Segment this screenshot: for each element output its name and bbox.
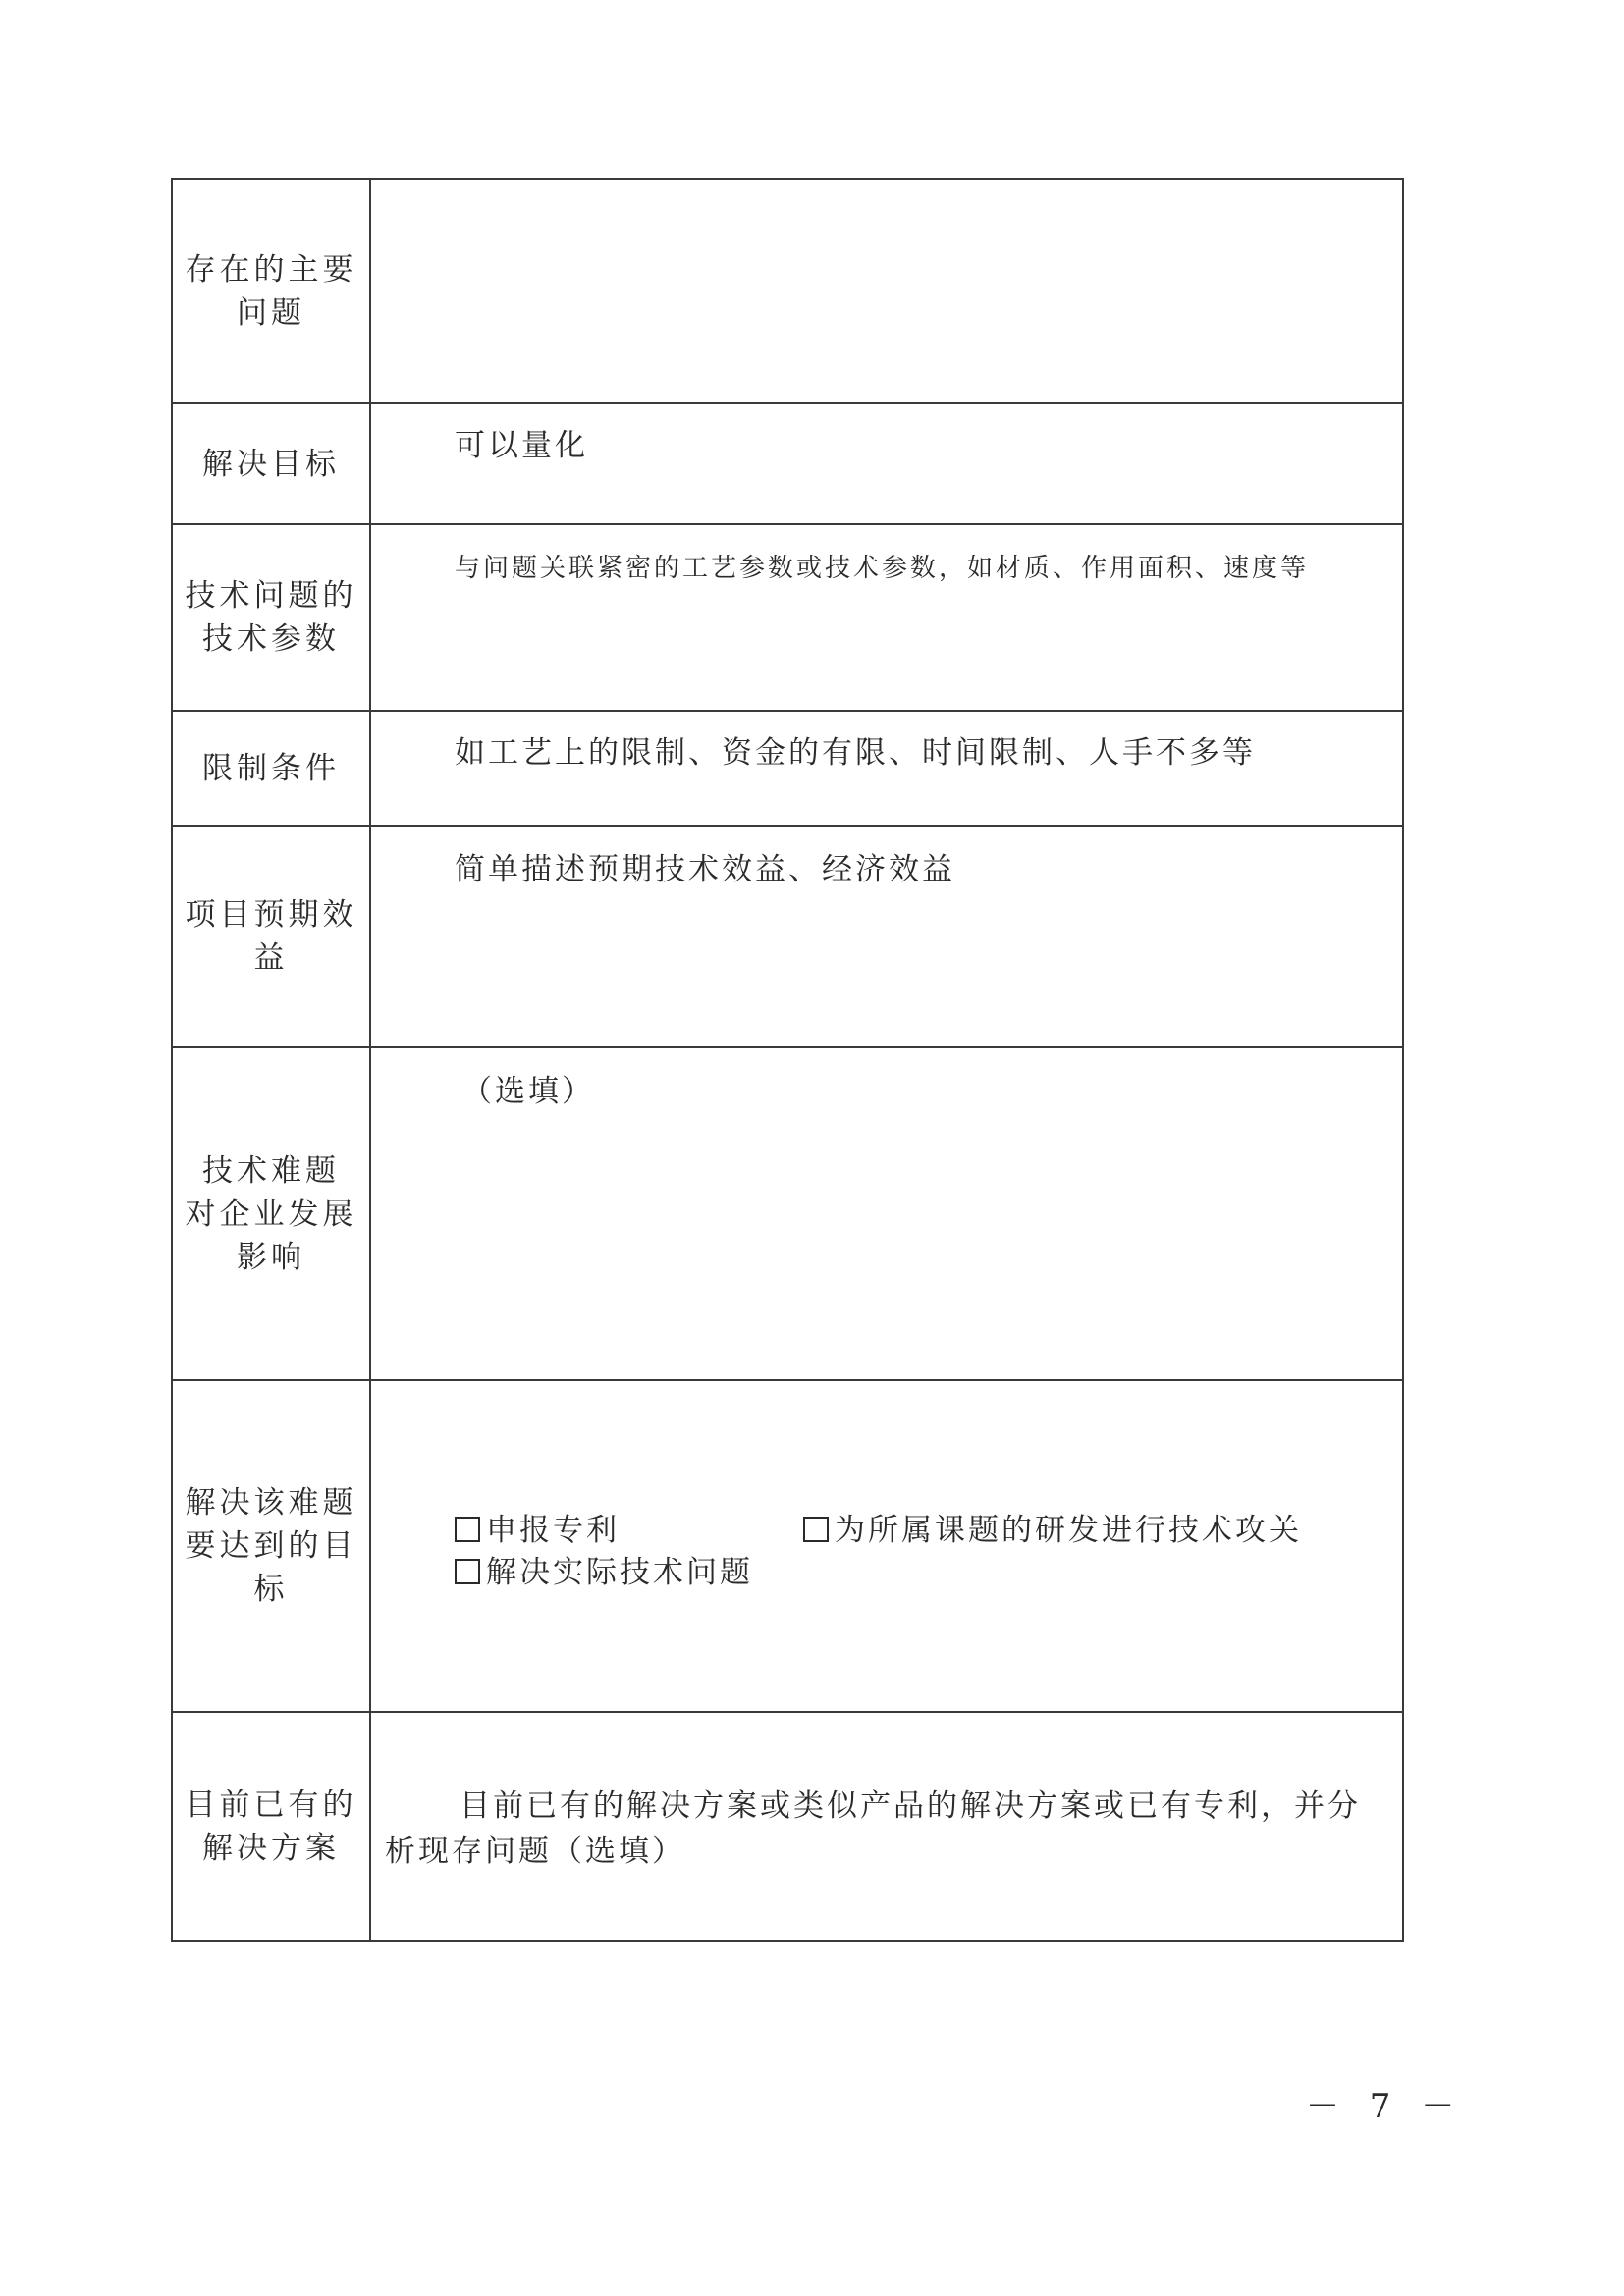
existing-solutions-field[interactable]: [370, 1712, 1403, 1941]
checkbox-icon: [455, 1517, 480, 1542]
table-row: [172, 826, 1403, 1047]
checkbox-label: 为所属课题的研发进行技术攻关: [835, 1513, 1302, 1548]
constraints-field[interactable]: [370, 711, 1403, 826]
impact-hint: （选填）: [461, 1074, 595, 1109]
application-form-table: [171, 178, 1404, 1942]
checkbox-icon: [803, 1517, 829, 1542]
tech-params-hint: 与问题关联紧密的工艺参数或技术参数，如材质、作用面积、速度等: [455, 554, 1310, 583]
table-row: [172, 1380, 1403, 1712]
table-row: [172, 1712, 1403, 1941]
expected-benefit-hint: 简单描述预期技术效益、经济效益: [455, 852, 955, 887]
existing-solutions-hint: 目前已有的解决方案或类似产品的解决方案或已有专利，并分析现存问题（选填）: [385, 1789, 1361, 1869]
table-row: [172, 403, 1403, 524]
table-row: [172, 1047, 1403, 1380]
target-options: [370, 1380, 1403, 1712]
goal-field[interactable]: [370, 403, 1403, 524]
goal-hint: 可以量化: [455, 428, 588, 463]
row-label-constraints: 限制条件: [172, 711, 370, 826]
row-label-goal: 解决目标: [172, 403, 370, 524]
checkbox-patent[interactable]: [455, 1509, 620, 1552]
checkbox-research[interactable]: [803, 1509, 1302, 1552]
row-label-tech-params: 技术问题的 技术参数: [172, 524, 370, 711]
checkbox-label: 申报专利: [486, 1513, 620, 1548]
main-problem-field[interactable]: [370, 179, 1403, 403]
checkbox-label: 解决实际技术问题: [486, 1555, 753, 1590]
constraints-hint: 如工艺上的限制、资金的有限、时间限制、人手不多等: [455, 735, 1256, 771]
expected-benefit-field[interactable]: [370, 826, 1403, 1047]
page-number: － 7 －: [1306, 2087, 1465, 2126]
row-label-expected-benefit: 项目预期效 益: [172, 826, 370, 1047]
row-label-existing-solutions: 目前已有的 解决方案: [172, 1712, 370, 1941]
table-row: [172, 179, 1403, 403]
row-label-target: 解决该难题 要达到的目 标: [172, 1380, 370, 1712]
row-label-impact: 技术难题 对企业发展 影响: [172, 1047, 370, 1380]
checkbox-icon: [455, 1559, 480, 1584]
tech-params-field[interactable]: [370, 524, 1403, 711]
table-row: [172, 711, 1403, 826]
impact-field[interactable]: [370, 1047, 1403, 1380]
table-row: [172, 524, 1403, 711]
checkbox-solve-problem[interactable]: [455, 1551, 753, 1594]
row-label-main-problem: 存在的主要 问题: [172, 179, 370, 403]
target-checkbox-group: [455, 1509, 1338, 1607]
